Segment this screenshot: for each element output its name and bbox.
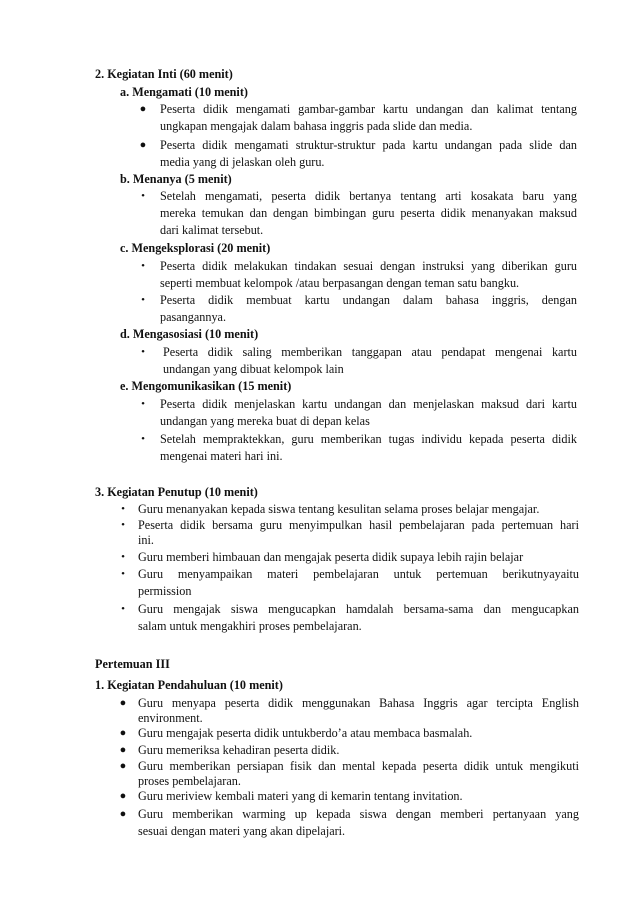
list-item: ● Guru memeriksa kehadiran peserta didik.: [117, 743, 579, 758]
list-item: • Guru memberi himbauan dan mengajak peserta didik supaya lebih rajin belajar: [117, 549, 579, 566]
bullet-icon: ●: [119, 760, 127, 772]
bullet-icon: ●: [119, 727, 127, 739]
bullet-icon: •: [121, 551, 125, 563]
subheading-mengeksplorasi: c. Mengeksplorasi (20 menit): [120, 241, 271, 255]
list-item: • Setelah mempraktekkan, guru memberikan tugas individu kepada peserta didik mengenai materi hari ini.: [137, 431, 577, 465]
bullet-icon: ●: [119, 790, 127, 802]
list-item: ● Guru meriview kembali materi yang di kemarin tentang invitation.: [117, 789, 579, 804]
list-item: • Peserta didik melakukan tindakan sesuai dengan instruksi yang diberikan guru seperti membuat kelompok /atau berpasangan dengan teman satu bangku.: [137, 258, 577, 292]
section-heading-pendahuluan: 1. Kegiatan Pendahuluan (10 menit): [95, 678, 283, 692]
meeting-heading: Pertemuan III: [95, 657, 170, 671]
subheading-mengomunikasikan: e. Mengomunikasikan (15 menit): [120, 379, 292, 393]
bullet-icon: •: [141, 260, 145, 272]
bullet-icon: •: [141, 346, 145, 358]
section-heading-penutup: 3. Kegiatan Penutup (10 menit): [95, 485, 258, 499]
list-item: • Setelah mengamati, peserta didik bertanya tentang arti kosakata baru yang mereka temukan dan dengan bimbingan guru peserta didik menanyakan maksud dari kalimat tersebut.: [137, 188, 577, 239]
bullet-icon: ●: [139, 103, 147, 115]
bullet-icon: •: [121, 503, 125, 515]
list-item: • Guru menanyakan kepada siswa tentang kesulitan selama proses belajar mengajar.: [117, 501, 579, 518]
subheading-mengamati: a. Mengamati (10 menit): [120, 85, 248, 99]
bullet-icon: ●: [119, 808, 127, 820]
bullet-icon: ●: [139, 139, 147, 151]
list-item: ● Guru menyapa peserta didik menggunakan Bahasa Inggris agar tercipta English environment.: [117, 696, 579, 726]
section-heading-inti: 2. Kegiatan Inti (60 menit): [95, 67, 233, 81]
list-item: ● Peserta didik mengamati gambar-gambar kartu undangan dan kalimat tentang ungkapan mengajak dalam bahasa inggris pada slide dan media.: [137, 101, 577, 135]
bullet-icon: •: [141, 433, 145, 445]
subheading-mengasosiasi: d. Mengasosiasi (10 menit): [120, 327, 259, 341]
list-item: ● Peserta didik mengamati struktur-struktur pada kartu undangan pada slide dan media yang di jelaskan oleh guru.: [137, 137, 577, 171]
bullet-icon: •: [141, 398, 145, 410]
bullet-icon: ●: [119, 744, 127, 756]
bullet-icon: ●: [119, 697, 127, 709]
bullet-icon: •: [141, 294, 145, 306]
list-item: ● Guru memberikan persiapan fisik dan mental kepada peserta didik untuk mengikuti proses pembelajaran.: [117, 759, 579, 789]
bullet-icon: •: [121, 603, 125, 615]
list-item: • Peserta didik menjelaskan kartu undangan dan menjelaskan maksud dari kartu undangan yang mereka buat di depan kelas: [137, 396, 577, 430]
list-item: • Guru mengajak siswa mengucapkan hamdalah bersama-sama dan mengucapkan salam untuk mengakhiri proses pembelajaran.: [117, 601, 579, 635]
list-item: ● Guru memberikan warming up kepada siswa dengan memberi pertanyaan yang sesuai dengan materi yang akan dipelajari.: [117, 806, 579, 840]
list-item: • Peserta didik saling memberikan tanggapan atau pendapat mengenai kartu undangan yang dibuat kelompok lain: [137, 344, 577, 378]
bullet-icon: •: [121, 519, 125, 531]
subheading-menanya: b. Menanya (5 menit): [120, 172, 232, 186]
bullet-icon: •: [141, 190, 145, 202]
list-item: ● Guru mengajak peserta didik untukberdo’a atau membaca basmalah.: [117, 726, 579, 741]
bullet-icon: •: [121, 568, 125, 580]
list-item: • Peserta didik membuat kartu undangan dalam bahasa inggris, dengan pasangannya.: [137, 292, 577, 326]
list-item: • Peserta didik bersama guru menyimpulkan hasil pembelajaran pada pertemuan hari ini.: [117, 518, 579, 548]
list-item: • Guru menyampaikan materi pembelajaran untuk pertemuan berikutnyayaitu permission: [117, 566, 579, 600]
